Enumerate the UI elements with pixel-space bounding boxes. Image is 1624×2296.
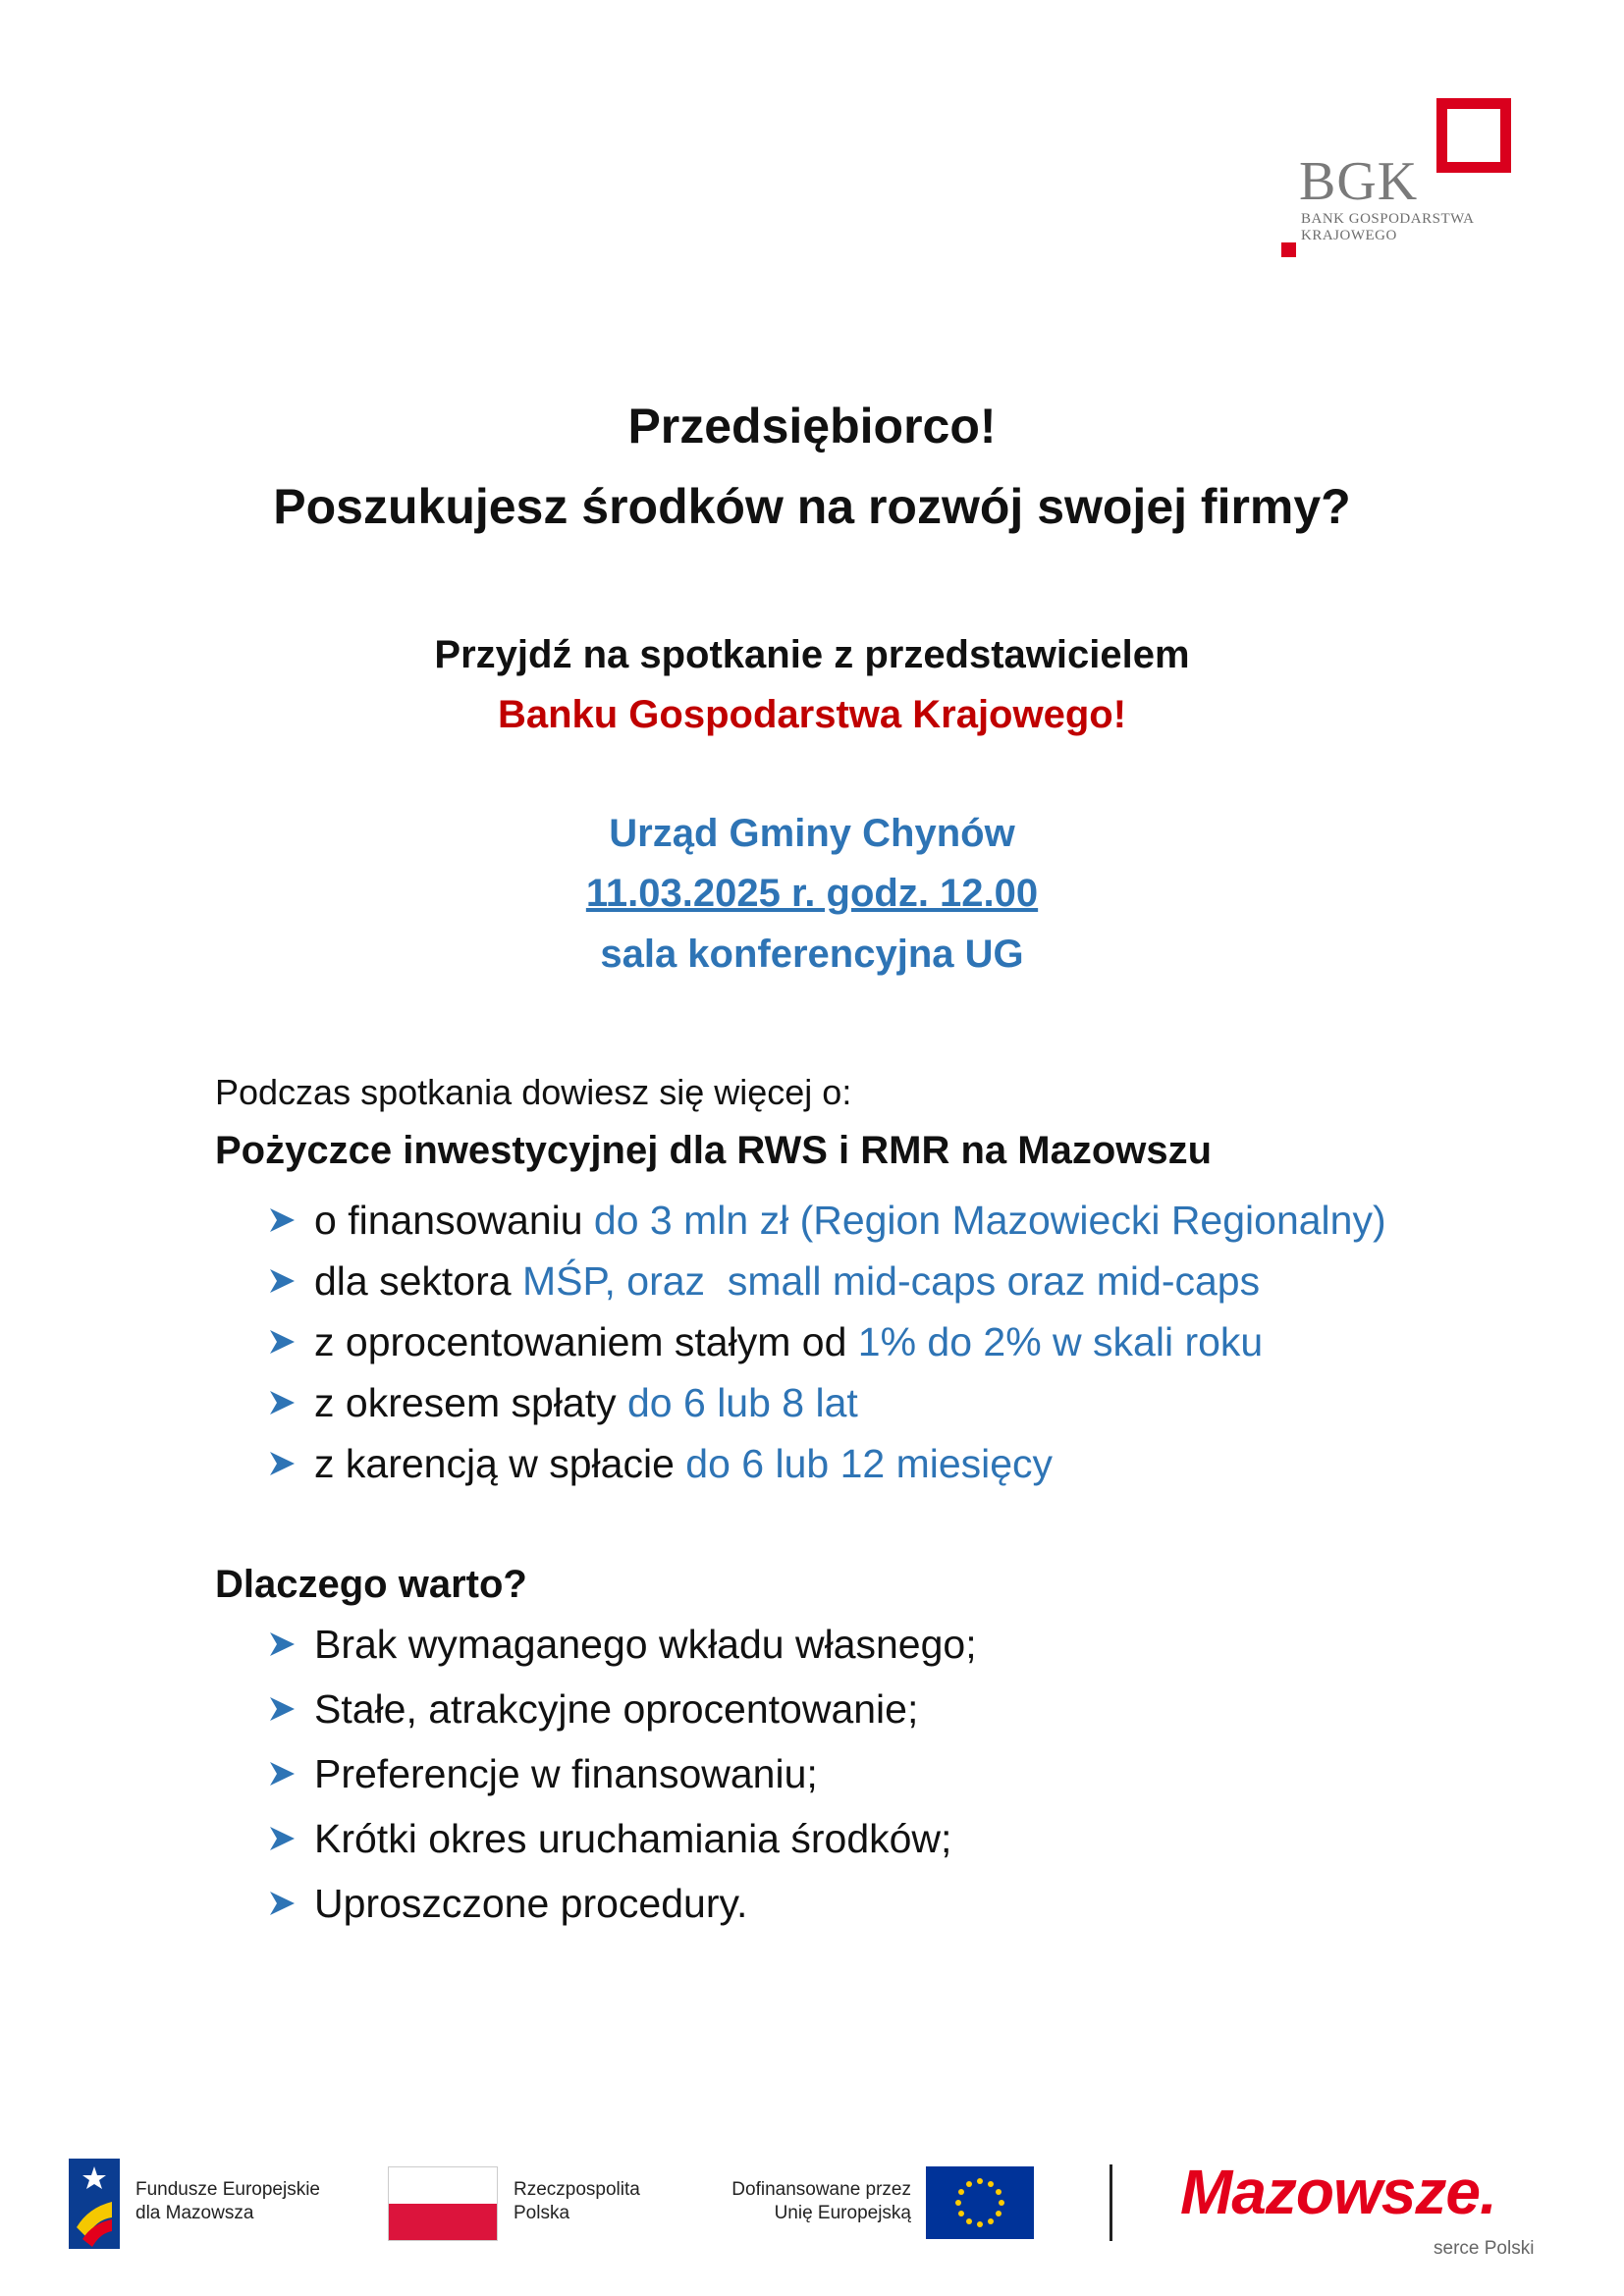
event-room: sala konferencyjna UG: [600, 933, 1024, 976]
poland-flag-icon: [388, 2166, 498, 2241]
invite-line1: Przyjdź na spotkanie z przedstawicielem: [434, 633, 1190, 676]
list-item-text: z karencją w spłacie: [314, 1441, 686, 1486]
bgk-logo: [1267, 93, 1522, 260]
arrow-bullet-icon: [267, 1889, 297, 1918]
list-item-highlight: do 6 lub 8 lat: [627, 1380, 858, 1425]
list-item-text: Uproszczone procedury.: [314, 1881, 748, 1926]
list-item-highlight: MŚP, oraz small mid-caps oraz mid-caps: [521, 1258, 1261, 1304]
event-place: Urząd Gminy Chynów: [609, 812, 1015, 855]
bgk-logo-subtitle: [1301, 211, 1474, 244]
list-item-text: Stałe, atrakcyjne oprocentowanie;: [314, 1686, 919, 1732]
invite-line2: Banku Gospodarstwa Krajowego!: [497, 693, 1127, 736]
bgk-subtitle-line2: KRAJOWEGO: [1301, 228, 1397, 243]
list-item: [267, 1677, 977, 1741]
list-item: [267, 1612, 977, 1677]
arrow-bullet-icon: [267, 1629, 297, 1659]
mazowsze-logo: Mazowsze.: [1180, 2157, 1496, 2227]
list-item-text: Preferencje w finansowaniu;: [314, 1751, 818, 1796]
section2-title: Dlaczego warto?: [215, 1563, 527, 1606]
list-item: [267, 1311, 1386, 1372]
section1-intro: Podczas spotkania dowiesz się więcej o:: [215, 1072, 852, 1112]
bgk-subtitle-line1: BANK GOSPODARSTWA: [1301, 211, 1475, 227]
arrow-bullet-icon: [267, 1388, 297, 1417]
heading-line1: Przedsiębiorco!: [627, 399, 997, 454]
section1-title: Pożyczce inwestycyjnej dla RWS i RMR na Mazowszu: [215, 1129, 1213, 1172]
list-item: [267, 1190, 1386, 1251]
arrow-bullet-icon: [267, 1449, 297, 1478]
event-datetime-wrap: [0, 863, 1624, 924]
eu-line2: Unię Europejską: [774, 2203, 911, 2223]
fe-line2: dla Mazowsza: [135, 2203, 254, 2223]
bgk-square-icon: [1436, 98, 1511, 173]
eu-line1: Dofinansowane przez: [731, 2179, 911, 2200]
list-item: [267, 1372, 1386, 1433]
section2-list: [267, 1612, 977, 1936]
list-item-text: Krótki okres uruchamiania środków;: [314, 1816, 952, 1861]
list-item-highlight: do 6 lub 12 miesięcy: [685, 1441, 1054, 1486]
list-item-highlight: 1% do 2% w skali roku: [857, 1319, 1264, 1364]
arrow-bullet-icon: [267, 1205, 297, 1235]
heading-line2: Poszukujesz środków na rozwój swojej firmy?: [273, 479, 1351, 534]
list-item: [267, 1251, 1386, 1311]
eu-flag-icon: [926, 2166, 1034, 2239]
fe-text: [135, 2178, 320, 2225]
bgk-dot-icon: [1281, 242, 1296, 257]
fe-line1: Fundusze Europejskie: [135, 2179, 320, 2200]
list-item-highlight: do 3 mln zł (Region Mazowiecki Regionalny): [593, 1198, 1386, 1243]
rp-line1: Rzeczpospolita: [514, 2179, 640, 2200]
list-item-text: Brak wymaganego wkładu własnego;: [314, 1622, 977, 1667]
event-datetime: 11.03.2025 r. godz. 12.00: [585, 872, 1039, 915]
arrow-bullet-icon: [267, 1694, 297, 1724]
list-item: [267, 1433, 1386, 1494]
footer-logos: [69, 2145, 1581, 2263]
list-item: [267, 1806, 977, 1871]
arrow-bullet-icon: [267, 1759, 297, 1789]
arrow-bullet-icon: [267, 1824, 297, 1853]
list-item-text: o finansowaniu: [314, 1198, 594, 1243]
bgk-logo-text: BGK: [1299, 151, 1419, 212]
list-item: [267, 1741, 977, 1806]
list-item-text: z okresem spłaty: [314, 1380, 627, 1425]
rp-line2: Polska: [514, 2203, 570, 2223]
footer-divider: [1110, 2164, 1112, 2241]
list-item-text: z oprocentowaniem stałym od: [314, 1319, 858, 1364]
mazowsze-subtitle: serce Polski: [1434, 2238, 1535, 2259]
rp-text: [514, 2178, 640, 2225]
arrow-bullet-icon: [267, 1266, 297, 1296]
list-item: [267, 1871, 977, 1936]
eu-text: [705, 2178, 911, 2225]
fundusze-europejskie-logo-icon: [69, 2159, 120, 2249]
arrow-bullet-icon: [267, 1327, 297, 1357]
list-item-text: dla sektora: [314, 1258, 522, 1304]
section1-list: [267, 1190, 1386, 1494]
